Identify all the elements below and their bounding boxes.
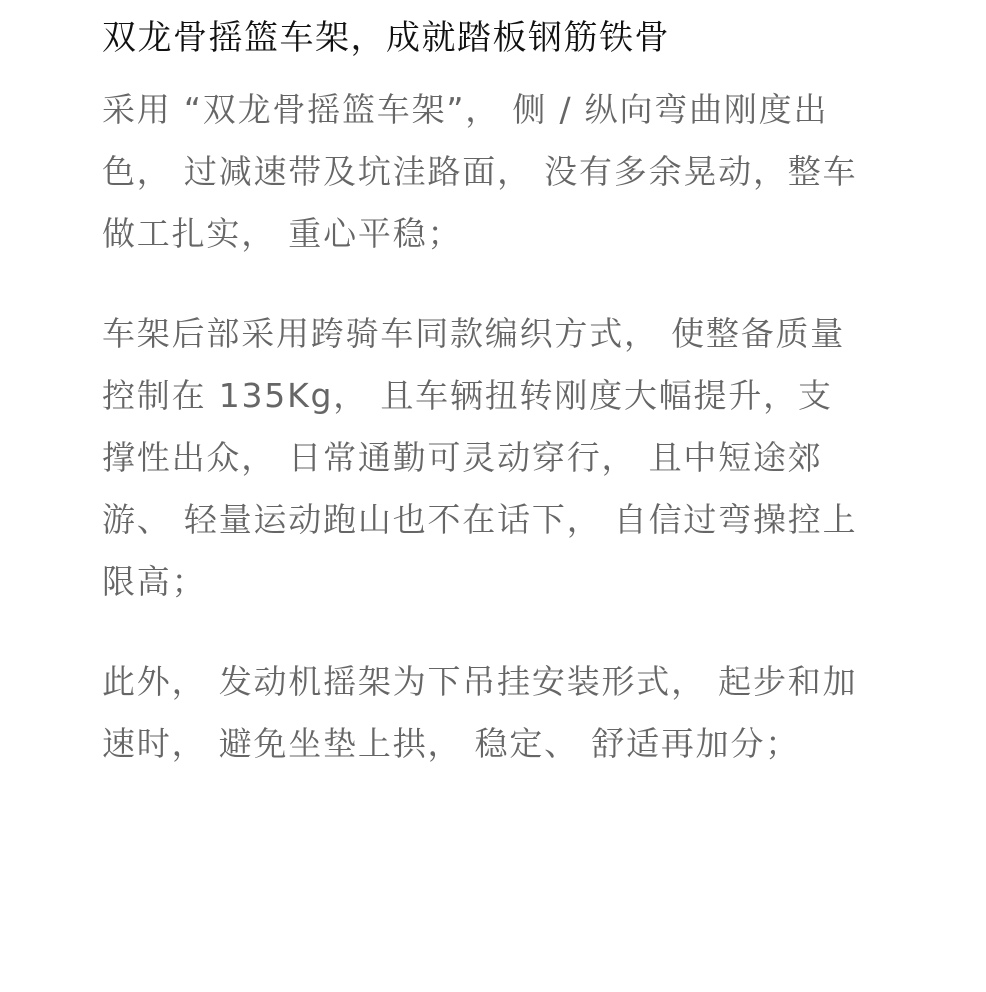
article-title: 双龙骨摇篮车架，成就踏板钢筋铁骨 xyxy=(102,18,670,58)
paragraph-engine-mount: 此外， 发动机摇架为下吊挂安装形式， 起步和加速时， 避免坐垫上拱， 稳定、 舒适再加分； xyxy=(102,662,858,763)
paragraph-weave-structure: 车架后部采用跨骑车同款编织方式， 使整备质量控制在 135Kg， 且车辆扭转刚度大幅提升，支撑性出众， 日常通勤可灵动穿行， 且中短途郊游、 轻量运动跑山也不在话下， 自信过弯操控上限高； xyxy=(102,314,858,601)
article xyxy=(102,14,862,775)
paragraph-frame-design: 采用 “双龙骨摇篮车架”， 侧 / 纵向弯曲刚度出色， 过减速带及坑洼路面， 没有多余晃动，整车做工扎实， 重心平稳； xyxy=(102,90,858,253)
